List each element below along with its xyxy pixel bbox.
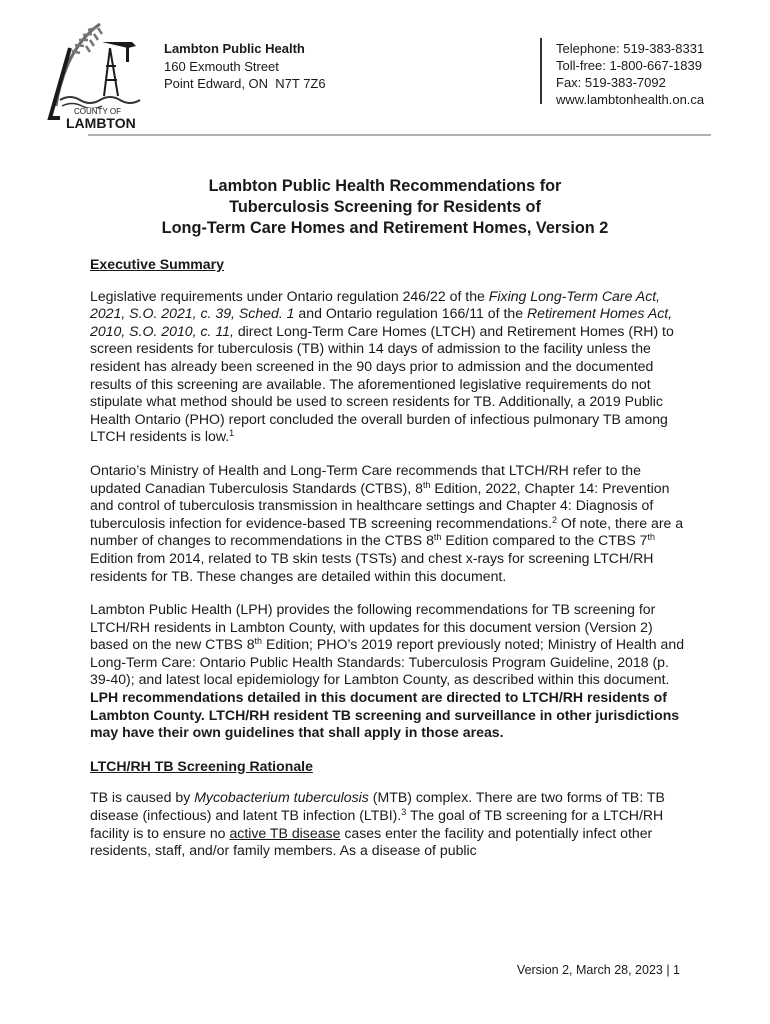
org-name: Lambton Public Health — [164, 41, 305, 56]
county-of-lambton-logo — [40, 18, 144, 130]
text-run: cases enter the facility and potentially infect other residents, staff, and/or family members. As a disease of public — [90, 824, 653, 859]
rationale-heading: LTCH/RH TB Screening Rationale — [90, 757, 313, 774]
bold-directive: LPH recommendations detailed in this document are directed to LTCH/RH residents of Lambton County. LTCH/RH resident TB screening and surveillance in other jurisdictions may have their own guidelines that shall apply in those areas. — [90, 689, 680, 741]
ordinal-sup: th — [254, 636, 263, 647]
footnote-ref: 3 — [401, 807, 407, 818]
text-run: Edition, 2022, Chapter 14: Prevention and control of tuberculosis transmission in healthcare settings and Chapter 4: Diagnosis of tuberculosis infection for evidence-based TB screening recommendations. — [90, 479, 670, 531]
ordinal-sup: th — [647, 532, 655, 543]
text-run: Edition compared to the CTBS 7 — [441, 532, 648, 549]
address-line-2: Point Edward, ON N7T 7Z6 — [164, 76, 326, 91]
underlined-term: active TB disease — [229, 824, 341, 841]
rationale-paragraph-1 — [90, 789, 686, 859]
website-link[interactable]: www.lambtonhealth.on.ca — [556, 92, 705, 107]
act-citation-ltc: Fixing Long-Term Care Act, 2021, S.O. 2021, c. 39, Sched. 1 — [90, 287, 661, 322]
contact-info — [556, 40, 704, 108]
document-body — [90, 256, 686, 876]
executive-summary-heading: Executive Summary — [90, 256, 224, 272]
fax: Fax: 519-383-7092 — [556, 75, 666, 90]
document-title — [88, 176, 682, 239]
text-run: and Ontario regulation 166/11 of the — [294, 305, 527, 322]
logo-text-county: COUNTY OF — [74, 107, 121, 116]
footnote-ref: 1 — [229, 428, 235, 439]
header-rule — [88, 134, 711, 136]
header-divider — [540, 38, 542, 104]
text-run: Edition from 2014, related to TB skin tests (TSTs) and chest x-rays for screening LTCH/RH residents for TB. These changes are detailed within this document. — [90, 549, 654, 584]
title-line-2: Tuberculosis Screening for Residents of — [229, 198, 541, 216]
exec-summary-paragraph-1 — [90, 288, 686, 446]
text-run: Ontario’s Ministry of Health and Long-Term Care recommends that LTCH/RH refer to the updated Canadian Tuberculosis Standards (CTBS), 8 — [90, 461, 641, 496]
exec-summary-paragraph-2 — [90, 462, 686, 585]
exec-summary-paragraph-3 — [90, 601, 686, 742]
species-name: Mycobacterium tuberculosis — [194, 789, 369, 806]
text-run: direct Long-Term Care Homes (LTCH) and Retirement Homes (RH) to screen residents for tuberculosis (TB) within 14 days of admission to the facility unless the resident has already been screened in the 90 days prior to admission and the documented results of this screening are available. The aforementioned legislative requirements do not stipulate what method should be used to screen residents for TB. Additionally, a 2019 Public Health Ontario (PHO) report concluded the overall burden of infectious pulmonary TB among LTCH residents is low. — [90, 322, 674, 445]
ordinal-sup: th — [422, 479, 431, 490]
act-citation-rh: Retirement Homes Act, 2010, S.O. 2010, c. 11, — [90, 305, 673, 339]
ordinal-sup: th — [433, 532, 442, 543]
page-footer: Version 2, March 28, 2023 | 1 — [516, 963, 680, 977]
text-run: Legislative requirements under Ontario regulation 246/22 of the — [90, 287, 489, 304]
organization-address — [164, 40, 326, 93]
title-line-1: Lambton Public Health Recommendations for — [208, 177, 562, 195]
tollfree: Toll-free: 1-800-667-1839 — [556, 58, 702, 73]
text-run: (MTB) complex. There are two forms of TB: TB disease (infectious) and latent TB infection (LTBI). — [90, 789, 665, 824]
text-run: TB is caused by — [90, 789, 195, 806]
text-run: Lambton Public Health (LPH) provides the following recommendations for TB screening for LTCH/RH residents in Lambton County, with updates for this document version (Version 2) based on the new CTBS 8 — [90, 601, 656, 653]
text-run: The goal of TB screening for a LTCH/RH facility is to ensure no — [90, 807, 664, 841]
logo-text-lambton: LAMBTON — [66, 115, 136, 130]
title-line-3: Long-Term Care Homes and Retirement Homes, Version 2 — [161, 219, 609, 237]
telephone: Telephone: 519-383-8331 — [556, 41, 705, 56]
address-line-1: 160 Exmouth Street — [164, 58, 279, 74]
text-run: Edition; PHO’s 2019 report previously noted; Ministry of Health and Long-Term Care: Ontario Public Health Standards: Tuberculosis Program Guideline, 2018 (p. 39-40); and latest local epidemiology for Lambton County, as described within this document. — [90, 636, 685, 688]
text-run: Of note, there are a number of changes to recommendations in the CTBS 8 — [90, 514, 684, 549]
footnote-ref: 2 — [551, 514, 557, 525]
